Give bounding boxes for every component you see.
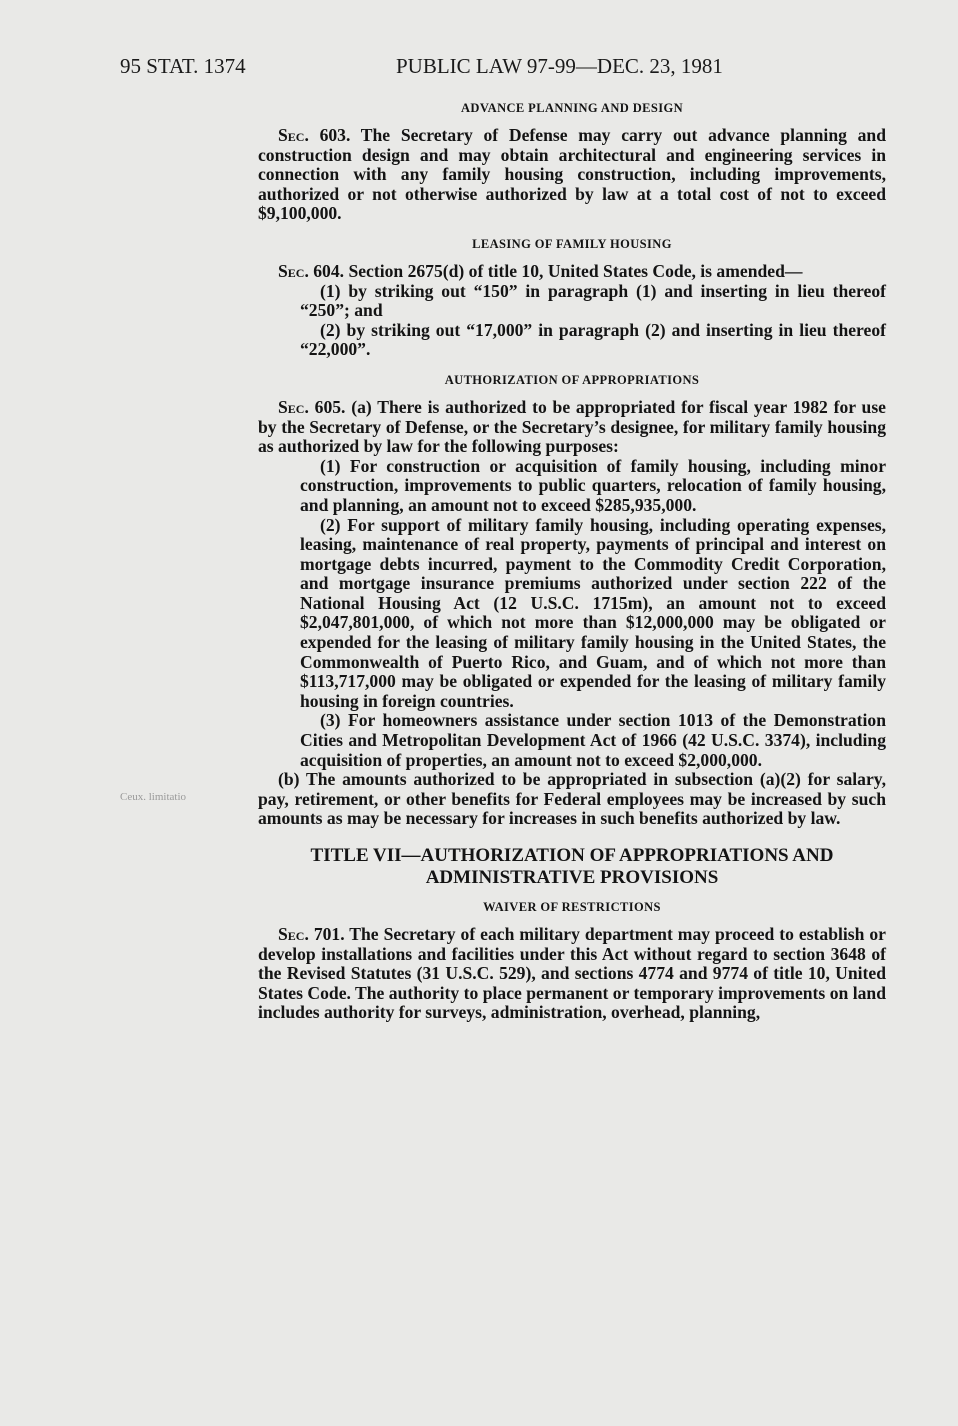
section-604-item-2: (2) by striking out “17,000” in paragraph (2) and inserting in lieu thereof “22,000”. (300, 319, 886, 360)
section-701-text: The Secretary of each military department may proceed to establish or develop installations and facilities under this Act without regard to section 3648 of the Revised Statutes (31 U.S.C. 529), and sections 4774 and 9774 of title 10, United States Code. The authority to place permanent or temporary improvements on land includes authority for surveys, administration, overhead, planning, (258, 924, 886, 1023)
section-605-text: (a) There is authorized to be appropriated for fiscal year 1982 for use by the Secretary of Defense, or the Secretary’s designee, for military family housing as authorized by law for the following purposes: (258, 396, 886, 457)
section-605-subsection-b: (b) The amounts authorized to be appropriated in subsection (a)(2) for salary, pay, retirement, or other benefits for Federal employees may be increased by such amounts as may be necessary for increases in such benefits authorized by law. (258, 769, 886, 829)
section-603-label: Sec. 603. (278, 125, 351, 145)
section-605-item-2: (2) For support of military family housing, including operating expenses, leasing, maintenance of real property, payments of principal and interest on mortgage debts incurred, payment to the Commodity Credit Corporation, and mortgage insurance premiums authorized under section 222 of the National Housing Act (12 U.S.C. 1715m), an amount not to exceed $2,047,801,000, of which not more than $12,000,000 may be obligated or expended for the leasing of military family housing in the United States, the Commonwealth of Puerto Rico, and Guam, and of which not more than $113,717,000 may be obligated or expended for the leasing of military family housing in foreign countries. (300, 514, 886, 711)
section-605-heading: AUTHORIZATION OF APPROPRIATIONS (444, 372, 700, 387)
margin-note: Ceux. limitatio (120, 791, 186, 803)
section-604-text: Section 2675(d) of title 10, United States Code, is amended— (348, 260, 803, 281)
section-604-label: Sec. 604. (278, 260, 345, 281)
section-605-paragraph (258, 398, 886, 457)
document-body (258, 100, 886, 1023)
section-605-label: Sec. 605. (278, 396, 346, 417)
public-law-title: PUBLIC LAW 97-99—DEC. 23, 1981 (396, 54, 723, 78)
page-header (120, 54, 880, 84)
section-603-paragraph (258, 126, 886, 224)
section-605-item-1: (1) For construction or acquisition of family housing, including minor construction, improvements to public quarters, relocation of family housing, and planning, an amount not to exceed $285,935,000. (300, 455, 886, 515)
section-605-item-3: (3) For homeowners assistance under section 1013 of the Demonstration Cities and Metropolitan Development Act of 1966 (42 U.S.C. 3374), including acquisition of properties, an amount not to exceed $2,000,000. (300, 710, 886, 770)
title-vii-line-2: ADMINISTRATIVE PROVISIONS (425, 867, 719, 888)
section-701-label: Sec. 701. (278, 924, 345, 944)
section-701-paragraph (258, 925, 886, 1023)
section-604-item-1: (1) by striking out “150” in paragraph (1) and inserting in lieu thereof “250”; and (300, 280, 886, 321)
section-603-text: The Secretary of Defense may carry out advance planning and construction design and may obtain architectural and engineering services in connection with any family housing construction, including improvements, authorized or not otherwise authorized by law at a total cost of not to exceed $9,100,000. (258, 125, 886, 224)
title-vii-heading (258, 845, 886, 889)
section-604-heading: LEASING OF FAMILY HOUSING (472, 236, 672, 251)
stat-page-number: 95 STAT. 1374 (120, 54, 246, 78)
section-701-heading: WAIVER OF RESTRICTIONS (483, 900, 661, 914)
title-vii-line-1: TITLE VII—AUTHORIZATION OF APPROPRIATIONS AND (310, 845, 834, 866)
section-604-paragraph (258, 262, 886, 282)
section-603-heading: ADVANCE PLANNING AND DESIGN (460, 101, 684, 115)
